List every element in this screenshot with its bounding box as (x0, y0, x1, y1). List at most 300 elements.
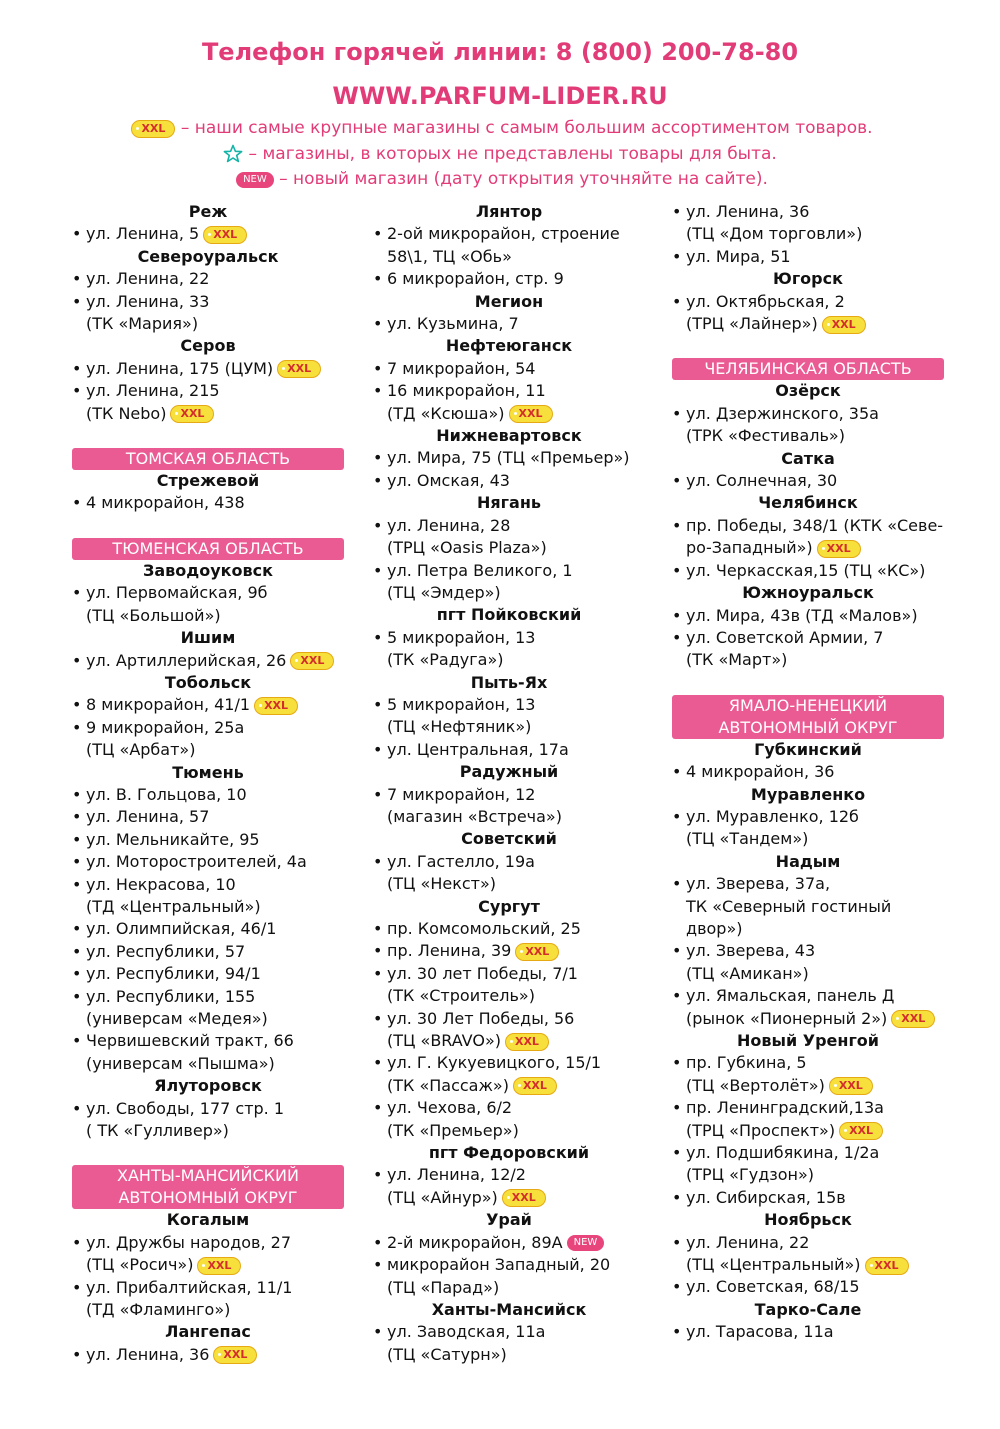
store-address (373, 380, 645, 402)
entry-text: Ханты-Мансийск (431, 1299, 587, 1319)
store-address-detail (373, 806, 645, 828)
entry-text: (ТК «Радуга») (387, 650, 504, 670)
entry-text: (ТК «Пассаж») (387, 1075, 509, 1095)
entry-text: ул. 30 лет Победы, 7/1 (387, 963, 578, 983)
city-heading (373, 828, 645, 850)
store-address-detail (373, 985, 645, 1007)
entry-text: (ТД «Ксюша») (387, 403, 505, 423)
city-heading (373, 761, 645, 783)
entry-text: ул. Дружбы народов, 27 (86, 1232, 292, 1252)
store-address-detail (373, 403, 645, 425)
entry-text: ( ТК «Гулливер») (86, 1121, 229, 1141)
xxl-badge-icon: XXL (505, 1033, 549, 1051)
entry-text: ул. Некрасова, 10 (86, 874, 236, 894)
store-address (373, 1097, 645, 1119)
entry-text: Губкинский (754, 739, 862, 759)
xxl-badge-icon: XXL (502, 1189, 546, 1207)
entry-text: (ТЦ «Некст») (387, 874, 496, 894)
entry-text: Нягань (477, 493, 541, 513)
entry-text: Советский (461, 829, 557, 849)
entry-text: (универсам «Медея») (86, 1009, 268, 1028)
entry-text: Урай (486, 1210, 532, 1230)
region-header (672, 358, 944, 380)
store-address (373, 1008, 645, 1030)
store-address (373, 560, 645, 582)
entry-text: ул. Подшибякина, 1/2а (686, 1143, 880, 1163)
xxl-badge-icon: XXL (509, 405, 553, 423)
city-heading (672, 784, 944, 806)
entry-text: ул. Мира, 43в (ТД «Малов») (686, 605, 918, 625)
entry-text: (ТД «Фламинго») (86, 1300, 231, 1320)
entry-text: ТЮМЕНСКАЯ ОБЛАСТЬ (112, 538, 304, 558)
city-heading (672, 1030, 944, 1052)
store-address (373, 851, 645, 873)
store-address (72, 941, 344, 963)
entry-text: ул. Олимпийская, 46/1 (86, 919, 277, 939)
city-heading (373, 1209, 645, 1231)
store-address-detail (373, 582, 645, 604)
entry-text: пр. Ленина, 39 (387, 941, 512, 961)
website-address: WWW.PARFUM-LIDER.RU (332, 82, 668, 110)
entry-text: 5 микрорайон, 13 (387, 694, 536, 714)
store-address-detail (72, 1053, 344, 1075)
store-address-detail (672, 313, 944, 335)
new-badge-icon: NEW (236, 172, 274, 188)
entry-text: ул. Мельникайте, 95 (86, 829, 260, 849)
entry-text: (универсам «Пышма») (86, 1053, 275, 1073)
store-address (672, 246, 944, 268)
xxl-badge-icon: XXL (515, 943, 559, 961)
entry-text: (ТРК «Фестиваль») (686, 426, 845, 446)
entry-text: (ТЦ «Эмдер») (387, 582, 501, 602)
entry-text: 5 микрорайон, 13 (387, 627, 536, 647)
store-address (72, 1277, 344, 1299)
entry-text: Лянтор (475, 202, 543, 221)
store-address (72, 650, 344, 672)
entry-text: (ТК Nebo) (86, 403, 167, 423)
entry-text: (ТК «Март») (686, 650, 788, 670)
city-heading (672, 582, 944, 604)
store-address (672, 1187, 944, 1209)
entry-text: ул. Петра Великого, 1 (387, 560, 573, 580)
xxl-badge-icon: XXL (277, 360, 321, 378)
store-address-detail (72, 1120, 344, 1142)
entry-text: 4 микрорайон, 438 (86, 493, 245, 513)
entry-text: ул. Мира, 51 (686, 246, 791, 266)
entry-text: ул. Ленина, 215 (86, 381, 220, 401)
store-address-detail (672, 649, 944, 671)
entry-text: ЧЕЛЯБИНСКАЯ ОБЛАСТЬ (704, 359, 912, 379)
entry-text: (ТЦ «Парад») (387, 1277, 500, 1297)
store-address (672, 560, 944, 582)
entry-text: (ТРЦ «Проспект») (686, 1120, 836, 1140)
entry-text: ул. Заводская, 11а (387, 1322, 546, 1342)
store-address-detail (373, 1120, 645, 1142)
store-address-detail (72, 739, 344, 761)
store-address-detail (672, 1008, 944, 1030)
store-address (672, 1097, 944, 1119)
city-heading (672, 739, 944, 761)
entry-text: Пыть-Ях (470, 672, 548, 692)
entry-text: ул. Ленина, 36 (86, 1344, 210, 1364)
entry-text: ул. Омская, 43 (387, 470, 510, 490)
entry-text: ул. Первомайская, 9б (86, 583, 268, 603)
entry-text: (ТЦ «Сатурн») (387, 1344, 507, 1364)
store-address (72, 963, 344, 985)
new-badge-icon: NEW (567, 1235, 605, 1251)
store-address-detail (373, 1075, 645, 1097)
city-heading (72, 672, 344, 694)
entry-text: Южноуральск (742, 583, 874, 603)
store-address (72, 918, 344, 940)
store-address (672, 1321, 944, 1343)
store-address (373, 694, 645, 716)
entry-text: Тарко-Сале (754, 1299, 862, 1319)
store-address-detail (672, 896, 944, 918)
store-address (672, 1276, 944, 1298)
entry-text: 2-й микрорайон, 89А (387, 1232, 563, 1252)
store-column-2 (373, 201, 645, 1366)
store-address (672, 470, 944, 492)
xxl-badge-icon: XXL (290, 652, 334, 670)
entry-text: Нижневартовск (436, 426, 582, 446)
entry-text: Мегион (474, 291, 544, 311)
store-address (72, 380, 344, 402)
entry-text: пгт Федоровский (428, 1143, 590, 1163)
store-address (373, 784, 645, 806)
entry-text: 7 микрорайон, 12 (387, 784, 536, 804)
entry-text: ул. Мира, 75 (ТЦ «Премьер») (387, 448, 630, 468)
xxl-badge-icon: XXL (197, 1257, 241, 1275)
legend-xxl-text: – наши самые крупные магазины с самым большим ассортиментом товаров. (180, 118, 873, 138)
entry-text: ул. Чехова, 6/2 (387, 1098, 513, 1118)
entry-text: ул. Ленина, 175 (ЦУМ) (86, 358, 274, 378)
region-header (72, 1165, 344, 1209)
store-address (373, 963, 645, 985)
entry-text: ул. Ленина, 28 (387, 515, 511, 535)
entry-text: Челябинск (758, 493, 858, 513)
entry-text: (ТЦ «Нефтяник») (387, 717, 532, 737)
xxl-badge-icon: XXL (513, 1077, 557, 1095)
entry-text: Новый Уренгой (736, 1031, 879, 1050)
store-address-detail (72, 896, 344, 918)
city-heading (373, 335, 645, 357)
store-address-detail (373, 649, 645, 671)
city-heading (672, 1299, 944, 1321)
entry-text: двор») (686, 918, 743, 938)
store-address (672, 1232, 944, 1254)
entry-text: ул. Республики, 57 (86, 941, 246, 961)
store-address-detail (672, 1164, 944, 1186)
store-address-detail (373, 246, 645, 268)
store-address-detail (72, 403, 344, 425)
store-address-detail (672, 828, 944, 850)
city-heading (373, 604, 645, 626)
store-address (72, 1098, 344, 1120)
store-address-detail (672, 425, 944, 447)
store-address (72, 358, 344, 380)
legend-new (0, 167, 1000, 193)
entry-text: ЯМАЛО-НЕНЕЦКИЙ АВТОНОМНЫЙ ОКРУГ (718, 695, 898, 737)
store-address (672, 403, 944, 425)
store-address (373, 1052, 645, 1074)
entry-text: 7 микрорайон, 54 (387, 358, 536, 378)
entry-text: (ТЦ «Центральный») (686, 1255, 861, 1275)
store-address-detail (373, 716, 645, 738)
store-address-detail (72, 1008, 344, 1030)
entry-text: ул. Тарасова, 11а (686, 1322, 834, 1342)
entry-text: ул. Ямальская, панель Д (686, 986, 895, 1006)
entry-text: ул. Ленина, 36 (686, 202, 810, 221)
entry-text: ул. Дзержинского, 35а (686, 403, 879, 423)
store-address-detail (72, 1254, 344, 1276)
xxl-badge-icon: XXL (131, 120, 175, 138)
entry-text: (рынок «Пионерный 2») (686, 1008, 888, 1028)
store-address-detail (672, 1075, 944, 1097)
entry-text: Сургут (478, 896, 540, 916)
entry-text: ул. Республики, 94/1 (86, 964, 261, 984)
city-heading (672, 268, 944, 290)
xxl-badge-icon: XXL (891, 1010, 935, 1028)
entry-text: ул. Свободы, 177 стр. 1 (86, 1098, 285, 1118)
store-address (72, 582, 344, 604)
entry-text: пр. Победы, 348/1 (КТК «Севе- (686, 515, 944, 535)
xxl-badge-icon: XXL (170, 405, 214, 423)
store-address-detail (72, 1299, 344, 1321)
entry-text: ул. В. Гольцова, 10 (86, 784, 247, 804)
entry-text: ул. Ленина, 12/2 (387, 1165, 526, 1185)
city-heading (72, 201, 344, 223)
store-address (72, 1344, 344, 1366)
entry-text: Озёрск (775, 381, 841, 401)
entry-text: (ТЦ «BRAVO») (387, 1031, 501, 1051)
entry-text: ул. Республики, 155 (86, 986, 256, 1006)
city-heading (72, 335, 344, 357)
store-address-detail (672, 918, 944, 940)
legend-star-text: – магазины, в которых не представлены товары для быта. (248, 143, 777, 164)
entry-text: (ТК «Строитель») (387, 986, 535, 1006)
entry-text: Сатка (781, 448, 835, 468)
entry-text: (ТЦ «Амикан») (686, 963, 809, 983)
entry-text: (ТРЦ «Лайнер») (686, 314, 818, 334)
entry-text: 4 микрорайон, 36 (686, 762, 835, 782)
entry-text: ТОМСКАЯ ОБЛАСТЬ (125, 449, 291, 469)
entry-text: ул. Прибалтийская, 11/1 (86, 1277, 293, 1297)
entry-text: ул. Октябрьская, 2 (686, 291, 845, 311)
entry-text: (магазин «Встреча») (387, 806, 562, 826)
entry-text: Ишим (180, 628, 236, 648)
store-address (672, 605, 944, 627)
store-address (373, 470, 645, 492)
entry-text: ул. Моторостроителей, 4а (86, 852, 307, 872)
store-address (72, 1232, 344, 1254)
store-address (373, 447, 645, 469)
store-address (373, 1232, 645, 1254)
entry-text: ул. Ленина, 22 (86, 269, 210, 289)
entry-text: ул. Черкасская,15 (ТЦ «КС») (686, 560, 926, 580)
store-address (672, 1142, 944, 1164)
city-heading (373, 291, 645, 313)
entry-text: микрорайон Западный, 20 (387, 1255, 611, 1275)
store-address (72, 851, 344, 873)
entry-text: ро-Западный») (686, 538, 813, 558)
store-address (672, 515, 944, 537)
entry-text: Когалым (166, 1210, 250, 1230)
store-address (672, 985, 944, 1007)
entry-text: Муравленко (750, 784, 866, 804)
city-heading (672, 851, 944, 873)
entry-text: ул. Зверева, 43 (686, 941, 816, 961)
store-address-detail (373, 1030, 645, 1052)
city-heading (672, 492, 944, 514)
entry-text: Тобольск (164, 672, 252, 692)
entry-text: Нефтеюганск (445, 336, 573, 356)
entry-text: ул. Советская, 68/15 (686, 1277, 860, 1297)
store-address (672, 627, 944, 649)
entry-text: Заводоуковск (143, 560, 273, 580)
city-heading (72, 627, 344, 649)
store-address (672, 201, 944, 223)
entry-text: Серов (180, 336, 236, 356)
entry-text: ул. Гастелло, 19а (387, 851, 535, 871)
page-header (0, 32, 1000, 193)
entry-text: 58\1, ТЦ «Обь» (387, 246, 512, 266)
city-heading (672, 380, 944, 402)
entry-text: ул. Артиллерийская, 26 (86, 650, 287, 670)
store-address-detail (373, 1344, 645, 1366)
entry-text: (ТЦ «Большой») (86, 605, 221, 625)
entry-text: 6 микрорайон, стр. 9 (387, 269, 564, 289)
entry-text: ул. 30 Лет Победы, 56 (387, 1008, 575, 1028)
store-address (672, 873, 944, 895)
entry-text: (ТРЦ «Гудзон») (686, 1165, 815, 1185)
city-heading (373, 492, 645, 514)
city-heading (672, 448, 944, 470)
city-heading (373, 201, 645, 223)
entry-text: Югорск (773, 269, 843, 289)
city-heading (72, 560, 344, 582)
entry-text: 16 микрорайон, 11 (387, 381, 546, 401)
store-address-detail (72, 313, 344, 335)
store-address (672, 291, 944, 313)
store-address (672, 761, 944, 783)
entry-text: ул. Солнечная, 30 (686, 471, 838, 491)
store-address (72, 291, 344, 313)
store-address (72, 986, 344, 1008)
store-address (672, 1052, 944, 1074)
store-address-detail (373, 1277, 645, 1299)
region-header (72, 448, 344, 470)
entry-text: (ТЦ «Росич») (86, 1255, 194, 1275)
hotline-phone: Телефон горячей линии: 8 (800) 200-78-80 (201, 38, 799, 66)
store-address (373, 223, 645, 245)
entry-text: (ТК «Мария») (86, 314, 199, 334)
entry-text: пр. Ленинградский,13а (686, 1098, 884, 1118)
store-address (72, 874, 344, 896)
store-address (373, 1254, 645, 1276)
entry-text: 2-ой микрорайон, строение (387, 224, 620, 244)
city-heading (72, 762, 344, 784)
store-address (672, 806, 944, 828)
store-address-detail (672, 537, 944, 559)
store-address (72, 829, 344, 851)
store-address (72, 268, 344, 290)
region-header (72, 538, 344, 560)
entry-text: Реж (188, 202, 228, 221)
entry-text: Североуральск (137, 246, 279, 266)
store-address (72, 223, 344, 245)
legend-xxl (0, 116, 1000, 142)
city-heading (373, 425, 645, 447)
store-address (72, 492, 344, 514)
xxl-badge-icon: XXL (829, 1077, 873, 1095)
entry-text: 8 микрорайон, 41/1 (86, 695, 251, 715)
entry-text: 9 микрорайон, 25а (86, 717, 245, 737)
entry-text: (ТЦ «Тандем») (686, 829, 809, 849)
store-address-detail (672, 963, 944, 985)
store-address (373, 1164, 645, 1186)
entry-text: ул. Ленина, 33 (86, 291, 210, 311)
entry-text: Лангепас (165, 1322, 251, 1342)
city-heading (373, 896, 645, 918)
city-heading (72, 470, 344, 492)
entry-text: (ТЦ «Арбат») (86, 740, 196, 760)
store-address (373, 1321, 645, 1343)
store-address-detail (672, 1120, 944, 1142)
store-address (72, 784, 344, 806)
store-address (72, 694, 344, 716)
entry-text: (ТРЦ «Oasis Plaza») (387, 538, 547, 558)
store-address (373, 268, 645, 290)
entry-text: ул. Муравленко, 12б (686, 806, 859, 826)
entry-text: ул. Кузьмина, 7 (387, 314, 519, 334)
store-address (373, 313, 645, 335)
store-address-detail (373, 537, 645, 559)
entry-text: (ТД «Центральный») (86, 896, 261, 916)
entry-text: Надым (775, 851, 841, 871)
store-address (72, 1030, 344, 1052)
entry-text: (ТЦ «Дом торговли») (686, 224, 863, 244)
store-address-detail (373, 1187, 645, 1209)
city-heading (72, 1321, 344, 1343)
city-heading (373, 672, 645, 694)
entry-text: (ТК «Премьер») (387, 1120, 519, 1140)
legend-star (0, 142, 1000, 168)
store-address-detail (373, 873, 645, 895)
xxl-badge-icon: XXL (865, 1257, 909, 1275)
entry-text: ул. Центральная, 17а (387, 739, 569, 759)
store-address (373, 627, 645, 649)
city-heading (672, 1209, 944, 1231)
legend-new-text: – новый магазин (дату открытия уточняйте на сайте). (279, 169, 768, 189)
entry-text: ул. Советской Армии, 7 (686, 627, 884, 647)
entry-text: ул. Ленина, 57 (86, 807, 210, 827)
city-heading (373, 1299, 645, 1321)
star-icon (223, 144, 243, 164)
store-address (373, 940, 645, 962)
entry-text: Радужный (459, 762, 559, 782)
entry-text: ТК «Северный гостиный (686, 896, 892, 916)
xxl-badge-icon: XXL (817, 540, 861, 558)
xxl-badge-icon: XXL (822, 316, 866, 334)
entry-text: Червишевский тракт, 66 (86, 1031, 294, 1051)
entry-text: ХАНТЫ-МАНСИЙСКИЙ АВТОНОМНЫЙ ОКРУГ (117, 1166, 299, 1208)
store-address (373, 358, 645, 380)
entry-text: ул. Ленина, 5 (86, 224, 200, 244)
store-address (373, 739, 645, 761)
xxl-badge-icon: XXL (254, 697, 298, 715)
city-heading (72, 1209, 344, 1231)
